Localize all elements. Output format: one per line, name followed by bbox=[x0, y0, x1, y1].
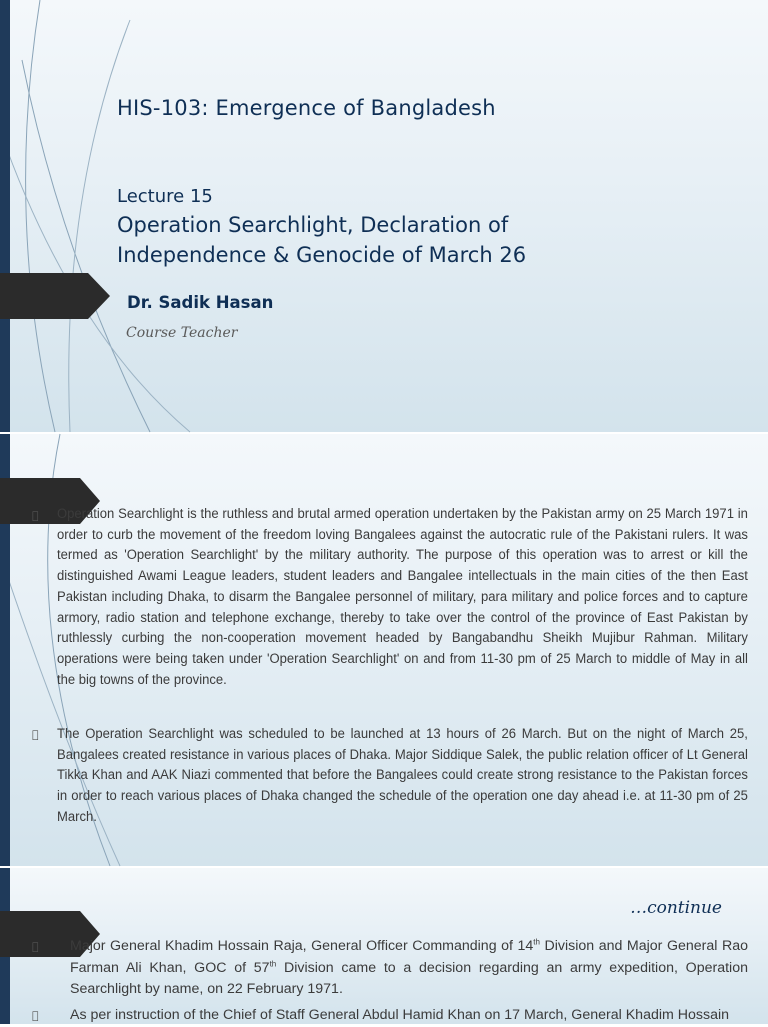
course-title: HIS-103: Emergence of Bangladesh bbox=[117, 96, 496, 120]
title-slide bbox=[0, 0, 768, 432]
slide3-paragraph-2: As per instruction of the Chief of Staff General Abdul Hamid Khan on 17 March, General Khadim Hossain bbox=[70, 1007, 730, 1023]
author-name: Dr. Sadik Hasan bbox=[127, 293, 274, 312]
bullet-icon bbox=[32, 728, 39, 741]
content-slide-operation-searchlight bbox=[0, 434, 768, 866]
p1-part-c: Division came to a decision regarding an army expedition, Operation Searchlight by name, on 22 February 1971. bbox=[70, 959, 748, 997]
bullet-icon bbox=[32, 509, 39, 522]
slide3-paragraph-1 bbox=[70, 936, 748, 1001]
bullet-icon bbox=[32, 940, 39, 953]
lecture-label: Lecture 15 bbox=[117, 186, 213, 207]
p1-superscript-2: th bbox=[269, 958, 277, 968]
continue-label: …continue bbox=[630, 898, 722, 918]
author-role: Course Teacher bbox=[126, 325, 238, 341]
lecture-title-line2: Independence & Genocide of March 26 bbox=[117, 243, 527, 267]
bullet-icon bbox=[32, 1009, 39, 1022]
paragraph-2: The Operation Searchlight was scheduled to be launched at 13 hours of 26 March. But on the night of March 25, Bangalees created resistance in various places of Dhaka. Major Siddique Salek, the public relation officer of Lt General Tikka Khan and AAK Niazi commented that before the Bangalees could create strong resistance to the Pakistan forces in order to reach various places of Dhaka changed the schedule of the operation one day ahead i.e. at 11-30 pm of 25 March. bbox=[57, 726, 748, 825]
p1-part-b: Division and Major General Rao Farman Ali Khan, GOC of 57 bbox=[70, 938, 748, 976]
p1-superscript-1: th bbox=[533, 937, 540, 947]
paragraph-1: Operation Searchlight is the ruthless and brutal armed operation undertaken by the Pakistan army on 25 March 1971 in order to curb the movement of the freedom loving Bangalees against the autocratic rule of the Pakistani rulers. It was termed as 'Operation Searchlight' by the military authority. The purpose of this operation was to arrest or kill the distinguished Awami League leaders, student leaders and Bangalee intellectuals in the main cities of the then East Pakistan including Dhaka, to disarm the Bangalee personnel of military, para military and police forces and to capture armory, radio station and telephone exchange, thereby to take over the control of the province of East Pakistan by ruthlessly curbing the non-cooperation movement headed by Bangabandhu Sheikh Mujibur Rahman. Military operations were being taken under 'Operation Searchlight' on and from 11-30 pm of 25 March to middle of May in all the big towns of the province. bbox=[57, 506, 748, 688]
p1-part-a: Major General Khadim Hossain Raja, General Officer Commanding of 14 bbox=[70, 938, 534, 954]
sidebar-bar bbox=[0, 0, 10, 432]
arrow-marker bbox=[0, 273, 110, 319]
lecture-title bbox=[117, 210, 526, 270]
lecture-title-line1: Operation Searchlight, Declaration of bbox=[117, 213, 509, 237]
